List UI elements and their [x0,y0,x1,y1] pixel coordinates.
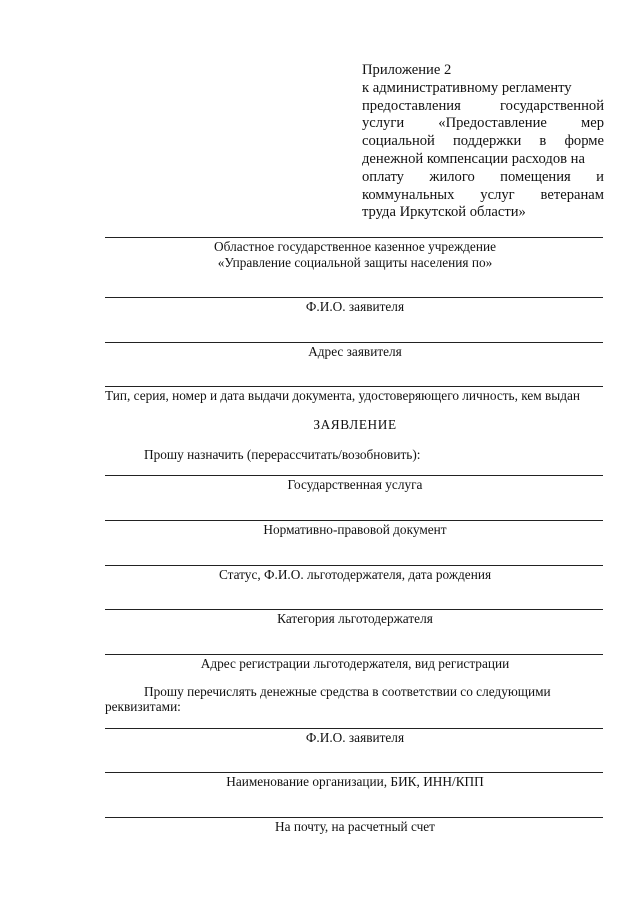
registration-field-line[interactable] [105,654,603,655]
payment-fio-caption: Ф.И.О. заявителя [305,730,405,745]
appendix-line: коммунальных услуг ветеранам [362,186,604,203]
service-caption: Государственная услуга [287,477,423,492]
normative-caption: Нормативно-правовой документ [263,522,447,537]
applicant-fio-caption: Ф.И.О. заявителя [305,299,405,314]
id-document-field-line[interactable] [105,386,603,387]
normative-field-line[interactable] [105,520,603,521]
appendix-block [362,62,604,222]
institution-caption-line1: Областное государственное казенное учреждение [214,239,496,254]
applicant-address-field-line[interactable] [105,342,603,343]
request-intro: Прошу назначить (перерассчитать/возобновить): [144,447,421,462]
category-caption: Категория льготодержателя [277,611,433,626]
payment-intro-line2: реквизитами: [105,699,181,714]
payment-fio-field-line[interactable] [105,728,603,729]
appendix-line: Приложение 2 [362,62,452,78]
status-caption: Статус, Ф.И.О. льготодержателя, дата рождения [218,567,492,582]
appendix-line: денежной компенсации расходов на [362,150,585,167]
payment-method-field-line[interactable] [105,817,603,818]
registration-caption: Адрес регистрации льготодержателя, вид регистрации [200,656,510,671]
appendix-line: предоставления государственной [362,97,604,114]
payment-intro-line1: Прошу перечислять денежные средства в соответствии со следующими [144,684,551,699]
applicant-fio-field-line[interactable] [105,297,603,298]
status-field-line[interactable] [105,565,603,566]
form-title: ЗАЯВЛЕНИЕ [313,417,397,432]
institution-caption-line2: «Управление социальной защиты населения по» [217,255,493,270]
payment-method-caption: На почту, на расчетный счет [275,819,435,834]
institution-field-line[interactable] [105,237,603,238]
appendix-line: к административному регламенту [362,79,572,96]
service-field-line[interactable] [105,475,603,476]
applicant-address-caption: Адрес заявителя [308,344,402,359]
appendix-line: оплату жилого помещения и [362,168,604,185]
appendix-line: социальной поддержки в форме [362,133,604,150]
bank-details-field-line[interactable] [105,772,603,773]
appendix-line: труда Иркутской области» [362,204,526,221]
bank-details-caption: Наименование организации, БИК, ИНН/КПП [226,774,484,789]
category-field-line[interactable] [105,609,603,610]
id-document-caption: Тип, серия, номер и дата выдачи документа, удостоверяющего личность, кем выдан [105,388,581,403]
appendix-line: услуги «Предоставление мер [362,115,604,132]
